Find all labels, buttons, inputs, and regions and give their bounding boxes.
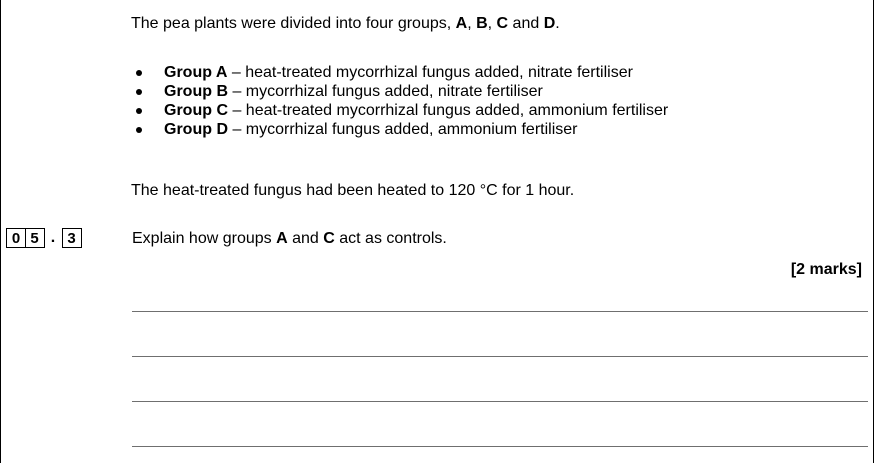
group-description: – mycorrhizal fungus added, nitrate fertiliser: [228, 83, 543, 100]
group-name: Group B: [164, 83, 228, 100]
group-description: – heat-treated mycorrhizal fungus added, ammonium fertiliser: [228, 102, 669, 119]
page-border-right: [873, 0, 874, 463]
group-name: Group A: [164, 64, 228, 81]
question-text-post: act as controls.: [334, 230, 447, 247]
intro-group-c: C: [496, 15, 509, 32]
intro-sep-2: ,: [487, 15, 497, 32]
question-group-a: A: [276, 230, 288, 247]
question-part-box: 3: [62, 228, 82, 248]
group-name: Group D: [164, 121, 228, 138]
bullet-icon: [136, 127, 142, 133]
intro-pre: The pea plants were divided into four groups,: [131, 15, 456, 32]
intro-group-b: B: [476, 15, 488, 32]
intro-group-a: A: [455, 15, 468, 32]
question-group-c: C: [323, 230, 335, 247]
group-list: [131, 63, 668, 139]
bullet-icon: [136, 108, 142, 114]
question-text-mid: and: [287, 230, 324, 247]
intro-end: .: [555, 15, 560, 32]
intro-sep-1: ,: [467, 15, 477, 32]
answer-line[interactable]: [132, 356, 868, 357]
page-border-left: [0, 0, 1, 463]
answer-line[interactable]: [132, 311, 868, 312]
question-number-box: 5: [25, 228, 45, 248]
heat-treatment-note: The heat-treated fungus had been heated to 120 °C for 1 hour.: [131, 182, 575, 199]
group-description: – heat-treated mycorrhizal fungus added, nitrate fertiliser: [227, 64, 633, 81]
question-number: [6, 227, 82, 249]
question-text: [132, 229, 447, 249]
question-text-pre: Explain how groups: [132, 230, 277, 247]
question-number-box: 0: [6, 228, 26, 248]
marks-label: [2 marks]: [790, 261, 862, 278]
intro-text: [131, 14, 560, 34]
bullet-icon: [136, 70, 142, 76]
list-item: [131, 101, 668, 120]
answer-line[interactable]: [132, 401, 868, 402]
bullet-icon: [136, 89, 142, 95]
intro-group-d: D: [543, 15, 556, 32]
question-number-separator: .: [50, 229, 56, 246]
group-name: Group C: [164, 102, 228, 119]
intro-sep-3: and: [508, 15, 544, 32]
list-item: [131, 63, 668, 82]
answer-line[interactable]: [132, 446, 868, 447]
list-item: [131, 82, 668, 101]
list-item: [131, 120, 668, 139]
group-description: – mycorrhizal fungus added, ammonium fertiliser: [228, 121, 578, 138]
